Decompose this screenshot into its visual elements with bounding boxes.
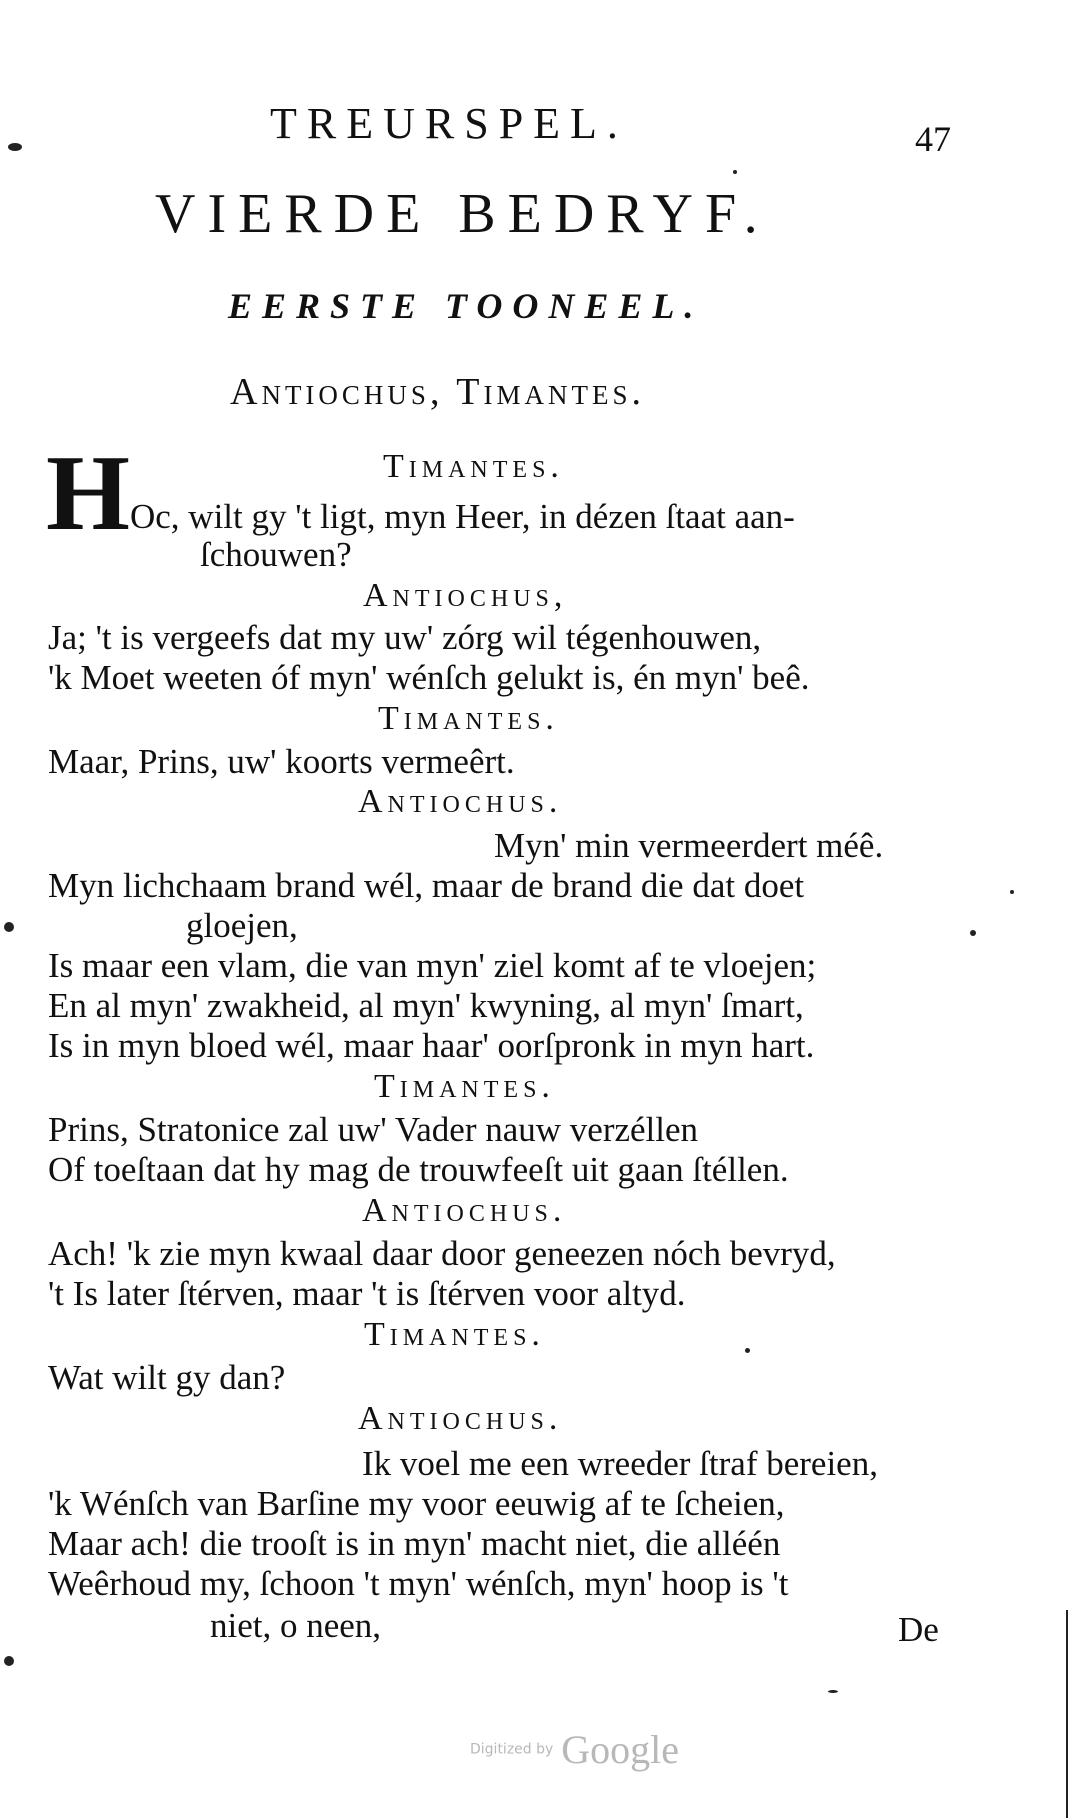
speaker-name: Timantes. — [374, 1068, 555, 1105]
drop-cap: H — [46, 434, 131, 553]
verse-line: gloejen, — [186, 906, 298, 945]
verse-line: Myn lichchaam brand wél, maar de brand die dat doet — [48, 866, 805, 905]
speaker-name: Antiochus. — [358, 1400, 563, 1437]
act-title: VIERDE BEDRYF. — [155, 183, 770, 245]
verse-line: Is in myn bloed wél, maar haar' oorſpronk in myn hart. — [48, 1026, 815, 1065]
verse-line: Of toeſtaan dat hy mag de trouwfeeſt uit gaan ſtéllen. — [48, 1150, 789, 1189]
verse-line: Is maar een vlam, die van myn' ziel komt af te vloejen; — [48, 946, 817, 985]
verse-line: Oc, wilt gy 't ligt, myn Heer, in dézen ſtaat aan- — [130, 497, 795, 536]
page-edge-line — [1066, 1610, 1068, 1818]
verse-line: Wat wilt gy dan? — [48, 1358, 286, 1397]
speaker-name: Antiochus. — [358, 783, 563, 820]
verse-line: ſchouwen? — [200, 535, 352, 574]
verse-line: 't Is later ſtérven, maar 't is ſtérven voor altyd. — [48, 1274, 686, 1313]
page-number: 47 — [915, 119, 951, 159]
verse-line: Maar, Prins, uw' koorts vermeêrt. — [48, 742, 515, 781]
verse-line: 'k Wénſch van Barſine my voor eeuwig af te ſcheien, — [48, 1484, 785, 1523]
verse-line: Ik voel me een wreeder ſtraf bereien, — [362, 1444, 878, 1483]
catchword: De — [898, 1610, 939, 1649]
verse-line: Ja; 't is vergeefs dat my uw' zórg wil tégenhouwen, — [48, 618, 762, 657]
watermark-prefix: Digitized by — [470, 1741, 554, 1758]
cast-line: Antiochus, Timantes. — [230, 371, 645, 413]
speaker-name: Antiochus, — [363, 577, 568, 614]
verse-line: 'k Moet weeten óf myn' wénſch gelukt is, én myn' beê. — [48, 658, 810, 697]
watermark-brand: Google — [561, 1727, 680, 1772]
speaker-name: Timantes. — [364, 1316, 545, 1353]
speaker-name: Timantes. — [378, 700, 559, 737]
verse-line: Prins, Stratonice zal uw' Vader nauw verzéllen — [48, 1110, 699, 1149]
verse-line: En al myn' zwakheid, al myn' kwyning, al myn' ſmart, — [48, 986, 804, 1025]
google-watermark — [470, 1726, 679, 1773]
verse-line: Myn' min vermeerdert méê. — [494, 826, 884, 865]
verse-line: Ach! 'k zie myn kwaal daar door geneezen nóch bevryd, — [48, 1234, 836, 1273]
scene-title: EERSTE TOONEEL. — [228, 286, 704, 326]
verse-line: niet, o neen, — [210, 1606, 382, 1645]
speaker-name: Timantes. — [383, 448, 564, 485]
running-head: TREURSPEL. — [270, 99, 628, 148]
speaker-name: Antiochus. — [362, 1192, 567, 1229]
verse-line: Weêrhoud my, ſchoon 't myn' wénſch, myn' hoop is 't — [48, 1564, 789, 1603]
verse-line: Maar ach! die trooſt is in myn' macht niet, die alléén — [48, 1524, 781, 1563]
